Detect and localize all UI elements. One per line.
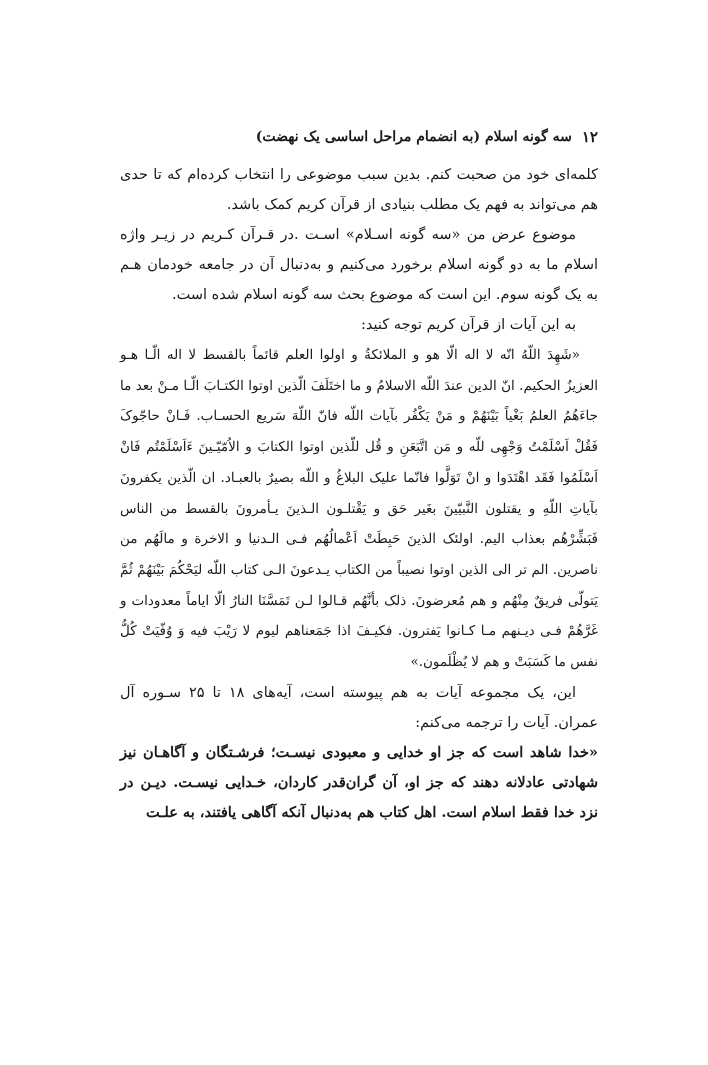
paragraph-translation: «خدا شاهد است که جز او خدایی و معبودی نیسـت؛ فرشـتگان و آگاهـان نیز شهادتی عادلانه دهند که جز او، آن گران‌قدر کاردان، خـدایی نیسـت. دیـن در نزد خدا فقط اسلام است. اهل کتاب هم به‌دنبال آنکه آگاهی یافتند، به علـت — [120, 743, 598, 821]
paragraph-intro: کلمه‌ای خود من صحبت کنم. بدین سبب موضوعی را انتخاب کرده‌ام که تا حدی هم می‌تواند به فهم یک مطلب بنیادی از قرآن کریم کمک باشد. — [120, 167, 598, 213]
paragraph-verses-intro: به این آیات از قرآن کریم توجه کنید: — [361, 317, 576, 333]
running-title: سه گونه اسلام (به انضمام مراحل اساسی یک نهضت) — [255, 129, 572, 145]
paragraph-topic: موضوع عرض من «سه گونه اسـلام» اسـت .در قـرآن کـریم در زیـر واژه اسلام ما به دو گونه اسلام برخورد می‌کنیم و به‌دنبال آن در جامعه خودمان هـم به یک گونه سوم. این است که موضوع بحث سه گونه اسلام شده است. — [120, 227, 598, 303]
page-body — [120, 160, 598, 828]
quran-verse-block: «شَهِدَ اللّهُ انّه لا اله الّا هو و الملائکةُ و اولوا العلم قائماً بالقسط لا اله الّـا هـو العزیزُ الحکیم. انّ الدین عندَ اللّه الاسلامُ و ما اختَلَفَ الّذین اوتوا الکتـابَ الّـا مـنْ بعد ما جاءَهُمُ العلمُ بَغْیاً بَیْنَهُمْ و مَنْ یَکْفُر بآیات اللّه فانّ اللّهَ سَریع الحسـاب. فَـانْ حاجّوکَ فَقُلْ اَسْلَمْتُ وَجْهِی للّه و مَن اتَّبَعَنِ و قُل للّذین اوتوا الکتابَ و الاُمّیّـینَ ءَاَسْلَمْتُم فَانْ اَسْلَمُوا فَقَد اهْتَدَوا و انْ تَوَلَّوا فانّما علیک البلاغُ و اللّه بصیرٌ بالعبـاد. ان الّذین یکفرونَ بآیاتِ اللّهِ و یقتلون النَّبیّینَ بغَیر حَق و یَقْتلـون الـذینَ یـأمرونَ بالقسط من الناس فَبَشِّرْهُم بعذاب الیم. اولئک الذینَ حَبِطَتْ اَعْمالُهُم فـی الـدنیا و الاخرة و مالَهُم من ناصرین. الم تر الی الذین اوتوا نصیباً من الکتاب یـدعونَ الـی کتاب اللّه لیَحْکُمَ بَیْنَهُمْ ثُمَّ یَتولّی فریقٌ مِنْهُم و هم مُعرضونَ. ذلک بأنَّهُم قـالوا لـن تَمَسَّنَا النارُ الّا ایاماً معدودات و غَرَّهُمْ فـی دیـنهم مـا کـانوا یَفترون. فکیـفَ اذا جَمَعناهم لیوم لا رَیْبَ فیه وَ وُفّیَتْ کُلُّ نفس ما کَسَبَتْ و هم لا یُظْلَمون.» — [120, 347, 598, 671]
page-number: ۱۲ — [581, 128, 598, 146]
page-header — [120, 124, 598, 150]
paragraph-verse-reference: این، یک مجموعه آیات به هم پیوسته است، آیه‌های ۱۸ تا ۲۵ سـوره آل عمران. آیات را ترجمه می‌کنم: — [120, 684, 598, 731]
